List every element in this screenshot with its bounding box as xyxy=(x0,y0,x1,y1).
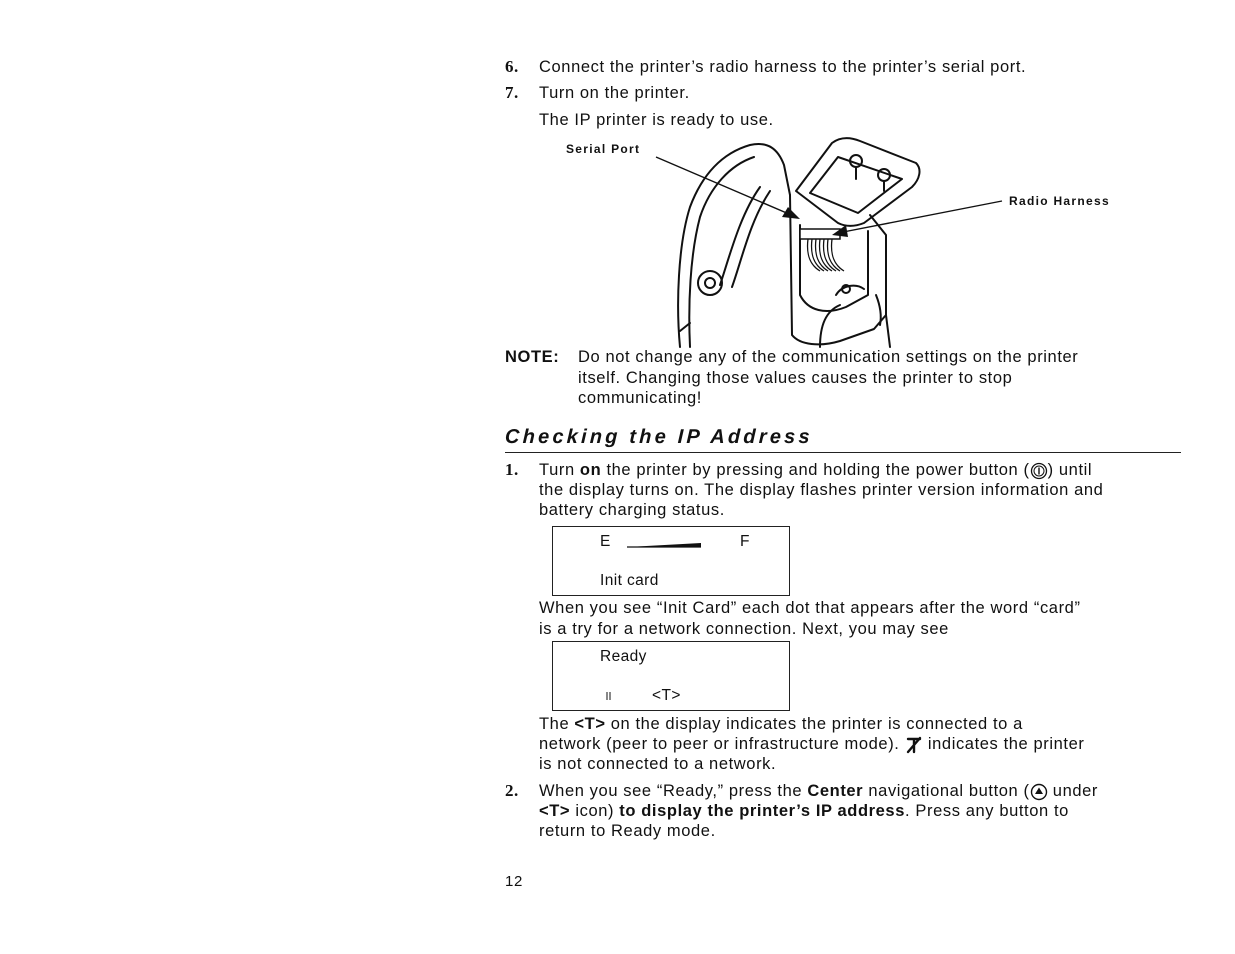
step-1-pre: Turn xyxy=(539,461,580,479)
init-card-para-line-1: When you see “Init Card” each dot that appears after the word “card” xyxy=(539,599,1081,617)
lcd-battery-full-label: F xyxy=(740,533,750,550)
t-para-line-2-post: indicates the printer xyxy=(922,735,1085,753)
power-button-icon xyxy=(1030,462,1048,480)
center-nav-button-icon xyxy=(1030,783,1048,801)
note-line-2: itself. Changing those values causes the printer to stop xyxy=(578,369,1013,387)
lcd-display-init xyxy=(552,526,790,596)
t-para-bold: <T> xyxy=(574,715,606,733)
t-para-line-1 xyxy=(539,714,1023,734)
step-1-line-3: battery charging status. xyxy=(539,501,725,519)
callout-radio-harness: Radio Harness xyxy=(1009,194,1110,208)
step-1-post2: ) until xyxy=(1047,461,1093,479)
step-7-text: Turn on the printer. xyxy=(539,84,690,102)
step-1-post: the printer by pressing and holding the power button ( xyxy=(601,461,1030,479)
t-para-line-3: is not connected to a network. xyxy=(539,755,777,773)
step-2-ip-text: to display the printer’s IP address xyxy=(619,802,905,820)
step-2-t-tag: <T> xyxy=(539,802,571,820)
step-2-icon-text: icon) xyxy=(570,802,620,820)
step-2-post: navigational button ( xyxy=(863,782,1030,800)
step-7-subtext: The IP printer is ready to use. xyxy=(539,111,774,129)
lcd-battery-empty-label: E xyxy=(600,533,611,550)
step-2-number: 2. xyxy=(505,781,519,800)
no-network-icon xyxy=(905,736,923,754)
step-2-line-2 xyxy=(539,801,1069,821)
step-2-press-any: . Press any button to xyxy=(905,802,1069,820)
lcd-init-card-text: Init card xyxy=(600,572,659,589)
printer-illustration xyxy=(650,135,1130,350)
init-card-para-line-2: is a try for a network connection. Next, you may see xyxy=(539,620,949,638)
lcd-t-tag: <T> xyxy=(652,687,681,704)
note-label: NOTE: xyxy=(505,348,560,366)
step-6-number: 6. xyxy=(505,57,519,76)
step-7-number: 7. xyxy=(505,83,519,102)
note-line-3: communicating! xyxy=(578,389,702,407)
step-2-end: under xyxy=(1047,782,1098,800)
t-para-line-2 xyxy=(539,734,1084,754)
t-para-pre: The xyxy=(539,715,575,733)
section-divider xyxy=(505,452,1181,453)
step-1-on: on xyxy=(579,461,602,479)
step-2-pre: When you see “Ready,” press the xyxy=(539,782,808,800)
section-title: Checking the IP Address xyxy=(504,426,814,448)
step-2-line-1 xyxy=(539,781,1098,801)
step-2-line-3: return to Ready mode. xyxy=(539,822,716,840)
step-1-number: 1. xyxy=(505,460,519,479)
note-line-1: Do not change any of the communication settings on the printer xyxy=(578,348,1079,366)
t-para-post: on the display indicates the printer is connected to a xyxy=(605,715,1023,733)
lcd-display-ready xyxy=(552,641,790,711)
step-2-center: Center xyxy=(807,782,864,800)
t-para-line-2-pre: network (peer to peer or infrastructure mode). xyxy=(539,735,905,753)
callout-serial-port: Serial Port xyxy=(566,142,641,156)
step-6-text: Connect the printer’s radio harness to the printer’s serial port. xyxy=(539,58,1027,76)
step-1-line-1 xyxy=(539,460,1092,480)
battery-level-icon xyxy=(627,539,703,549)
step-1-line-2: the display turns on. The display flashes printer version information and xyxy=(539,481,1104,499)
lcd-ready-text: Ready xyxy=(600,648,647,665)
page-number: 12 xyxy=(505,873,523,890)
signal-bars-icon xyxy=(605,690,613,702)
